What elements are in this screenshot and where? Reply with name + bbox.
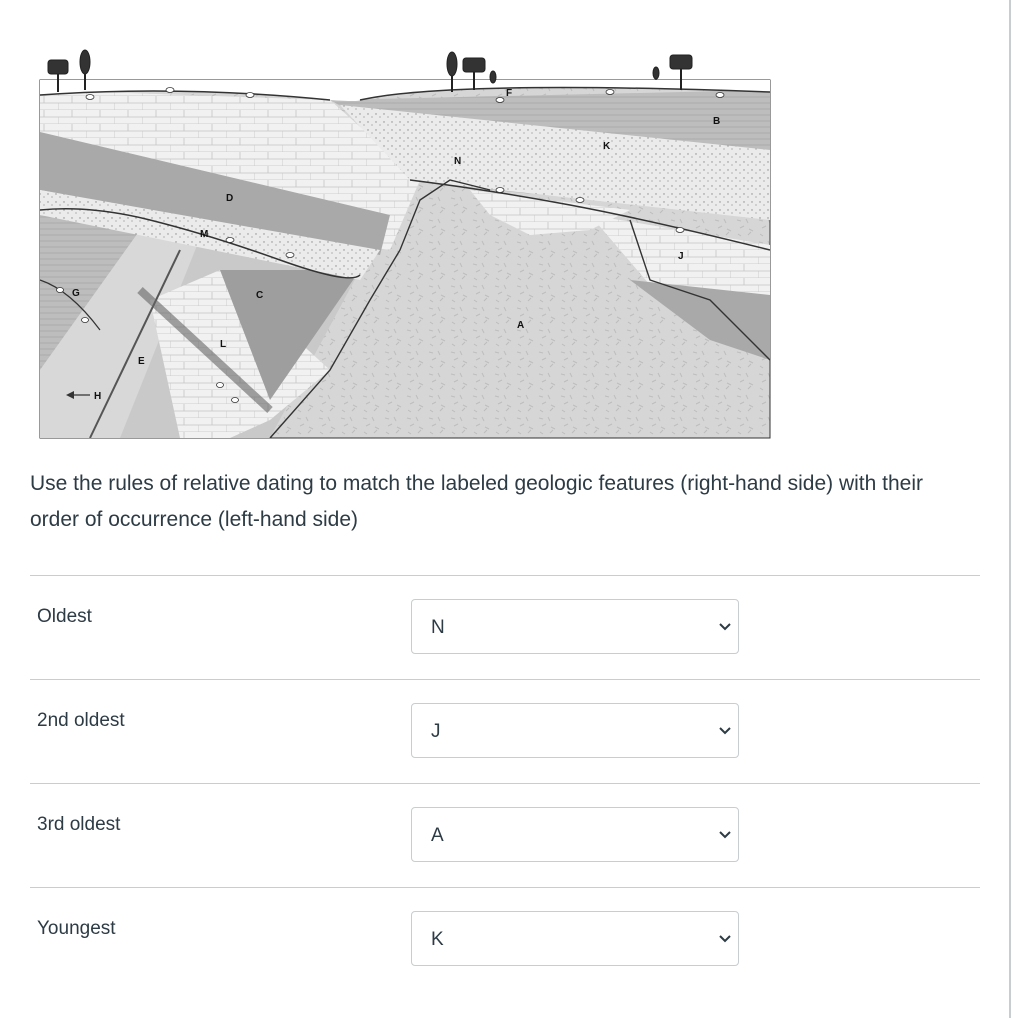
geologic-cross-section-diagram: [30, 40, 780, 445]
match-row-oldest: [30, 575, 980, 679]
row-label: Youngest: [37, 918, 116, 939]
answer-select-youngest[interactable]: [411, 911, 739, 966]
label-h: H: [94, 391, 102, 402]
chevron-down-icon: [718, 622, 732, 632]
right-scrollbar-edge: [1009, 0, 1011, 1018]
select-value: J: [431, 721, 441, 742]
label-n: N: [454, 156, 462, 167]
chevron-down-icon: [718, 934, 732, 944]
chevron-down-icon: [718, 726, 732, 736]
row-label: Oldest: [37, 606, 92, 627]
select-value: N: [431, 617, 445, 638]
label-l: L: [220, 339, 227, 350]
matching-rows: [30, 575, 980, 991]
match-row-3rd-oldest: [30, 783, 980, 887]
label-f: F: [506, 88, 513, 99]
label-g: G: [72, 288, 80, 299]
label-b: B: [713, 116, 721, 127]
row-label: 2nd oldest: [37, 710, 125, 731]
label-j: J: [678, 251, 684, 262]
label-c: C: [256, 290, 264, 301]
label-m: M: [200, 229, 209, 240]
select-value: A: [431, 825, 444, 846]
match-row-youngest: [30, 887, 980, 991]
answer-select-2nd-oldest[interactable]: [411, 703, 739, 758]
select-value: K: [431, 929, 444, 950]
label-a: A: [517, 320, 525, 331]
question-text: Use the rules of relative dating to match the labeled geologic features (right-hand side) with their order of occurrence (left-hand side): [30, 472, 923, 531]
row-label: 3rd oldest: [37, 814, 121, 835]
match-row-2nd-oldest: [30, 679, 980, 783]
answer-select-3rd-oldest[interactable]: [411, 807, 739, 862]
label-d: D: [226, 193, 234, 204]
answer-select-oldest[interactable]: [411, 599, 739, 654]
chevron-down-icon: [718, 830, 732, 840]
label-e: E: [138, 356, 145, 367]
label-k: K: [603, 141, 611, 152]
